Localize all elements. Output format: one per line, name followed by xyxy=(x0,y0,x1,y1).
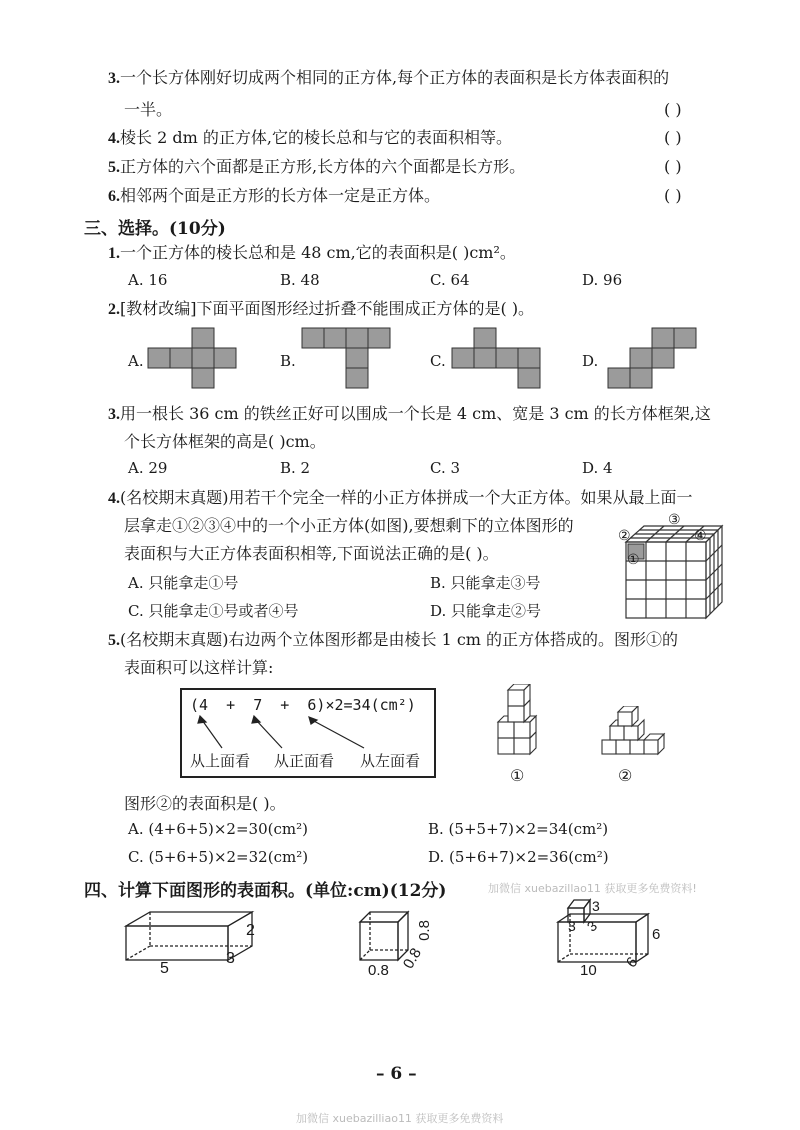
option-c[interactable]: C. 3 xyxy=(430,459,461,477)
option-c[interactable]: C. 只能拿走①号或者④号 xyxy=(128,602,299,620)
formula-box xyxy=(180,688,436,778)
option-b[interactable]: B. 48 xyxy=(280,271,320,289)
option-d[interactable]: D. (5+6+7)×2=36(cm²) xyxy=(428,848,609,866)
option-c[interactable]: C. (5+6+5)×2=32(cm²) xyxy=(128,848,309,866)
judge-q6 xyxy=(108,186,440,207)
cube-net-b xyxy=(294,326,404,390)
choice-q5-line2: 表面积可以这样计算: xyxy=(124,658,274,677)
footer-watermark: 加微信 xuebazilliao11 获取更多免费资料 xyxy=(296,1112,504,1125)
question-text: (名校期末真题)用若干个完全一样的小正方体拼成一个大正方体。如果从最上面一 xyxy=(120,488,693,507)
judge-q5 xyxy=(108,157,525,178)
question-text: 正方体的六个面都是正方形,长方体的六个面都是长方形。 xyxy=(120,157,526,176)
option-d[interactable]: D. 4 xyxy=(582,459,613,477)
cuboid-figure-1 xyxy=(118,906,268,980)
dim-small-a: 3 xyxy=(592,898,600,914)
question-number: 6. xyxy=(108,188,120,205)
dim-length: 5 xyxy=(160,960,169,977)
section-title: 三、选择。(10分) xyxy=(84,219,226,239)
dim-big-length: 10 xyxy=(580,962,597,979)
dim-small-c: 3 xyxy=(583,917,601,935)
option-d[interactable]: D. 96 xyxy=(582,271,623,289)
option-a[interactable]: A. xyxy=(128,352,144,370)
cube-net-c xyxy=(444,326,554,390)
choice-q4-line2: 层拿走①②③④中的一个小正方体(如图),要想剩下的立体图形的 xyxy=(124,516,574,535)
answer-paren[interactable]: ( ) xyxy=(664,100,682,119)
answer-paren[interactable]: ( ) xyxy=(664,157,682,176)
figure-2-label: ② xyxy=(618,766,633,785)
question-text: 用一根长 36 cm 的铁丝正好可以围成一个长是 4 cm、宽是 3 cm 的长方体框架,这 xyxy=(120,404,711,423)
dim-big-height: 6 xyxy=(652,926,661,943)
dim-edge-b: 0.8 xyxy=(399,945,426,972)
label-3: ③ xyxy=(668,512,681,528)
question-text: 一个正方体的棱长总和是 48 cm,它的表面积是( )cm²。 xyxy=(120,243,516,262)
question-text: 一个长方体刚好切成两个相同的正方体,每个正方体的表面积是长方体表面积的 xyxy=(120,68,670,87)
option-a[interactable]: A. 29 xyxy=(128,459,168,477)
answer-paren[interactable]: ( ) xyxy=(664,128,682,147)
label-2: ② xyxy=(618,528,631,544)
question-number: 1. xyxy=(108,245,120,262)
question-number: 5. xyxy=(108,632,120,649)
option-b[interactable]: B. (5+5+7)×2=34(cm²) xyxy=(428,820,609,838)
question-number: 3. xyxy=(108,406,120,423)
view-top-label: 从上面看 xyxy=(190,752,251,770)
option-a[interactable]: A. 只能拿走①号 xyxy=(128,574,239,592)
label-1: ① xyxy=(627,552,640,568)
cube-net-a xyxy=(140,326,250,390)
dim-edge-c: 0.8 xyxy=(415,920,433,941)
dim-big-width: 6 xyxy=(622,953,642,972)
question-text: (名校期末真题)右边两个立体图形都是由棱长 1 cm 的正方体搭成的。图形①的 xyxy=(120,630,679,649)
formula-text: (4 + 7 + 6)×2=34(cm²) xyxy=(190,696,416,714)
dim-edge-a: 0.8 xyxy=(368,962,389,979)
judge-q4 xyxy=(108,128,512,149)
watermark-text: 加微信 xuebazillao11 获取更多免费资料! xyxy=(488,882,697,895)
option-c[interactable]: C. 64 xyxy=(430,271,470,289)
choice-q5-question: 图形②的表面积是( )。 xyxy=(124,794,286,813)
dim-height: 2 xyxy=(246,922,255,939)
question-text: [教材改编]下面平面图形经过折叠不能围成正方体的是( )。 xyxy=(120,299,535,318)
cube-net-d xyxy=(600,326,710,390)
question-text: 棱长 2 dm 的正方体,它的棱长总和与它的表面积相等。 xyxy=(120,128,512,147)
page-number: – 6 – xyxy=(376,1064,417,1084)
dim-width: 3 xyxy=(226,950,235,967)
choice-q3-line2: 个长方体框架的高是( )cm。 xyxy=(124,432,326,451)
choice-q1 xyxy=(108,243,516,264)
choice-q4-line3: 表面积与大正方体表面积相等,下面说法正确的是( )。 xyxy=(124,544,499,563)
option-b[interactable]: B. 2 xyxy=(280,459,311,477)
option-d[interactable]: D. xyxy=(582,352,599,370)
formula-arrows xyxy=(182,714,434,750)
choice-q4-line1 xyxy=(108,488,693,509)
choice-q3-line1 xyxy=(108,404,711,425)
judge-q3-line2: 一半。 xyxy=(124,100,173,119)
question-number: 4. xyxy=(108,130,120,147)
question-number: 2. xyxy=(108,301,120,318)
option-b[interactable]: B. 只能拿走③号 xyxy=(430,574,541,592)
option-d[interactable]: D. 只能拿走②号 xyxy=(430,602,542,620)
stack-figure-2 xyxy=(596,706,666,766)
question-number: 5. xyxy=(108,159,120,176)
judge-q3-line1 xyxy=(108,68,669,89)
stack-figure-1 xyxy=(492,684,552,766)
option-b[interactable]: B. xyxy=(280,352,296,370)
option-c[interactable]: C. xyxy=(430,352,446,370)
question-number: 4. xyxy=(108,490,120,507)
question-text: 相邻两个面是正方形的长方体一定是正方体。 xyxy=(120,186,441,205)
option-a[interactable]: A. 16 xyxy=(128,271,168,289)
view-front-label: 从正面看 xyxy=(274,752,335,770)
option-a[interactable]: A. (4+6+5)×2=30(cm²) xyxy=(128,820,308,838)
label-4: ④ xyxy=(694,528,707,544)
section-title: 四、计算下面图形的表面积。(单位:cm)(12分) xyxy=(84,881,447,901)
dim-small-b: 3 xyxy=(568,918,576,934)
figure-1-label: ① xyxy=(510,766,525,785)
answer-paren[interactable]: ( ) xyxy=(664,186,682,205)
question-number: 3. xyxy=(108,70,120,87)
choice-q2 xyxy=(108,299,534,320)
choice-q5-line1 xyxy=(108,630,678,651)
view-left-label: 从左面看 xyxy=(360,752,421,770)
